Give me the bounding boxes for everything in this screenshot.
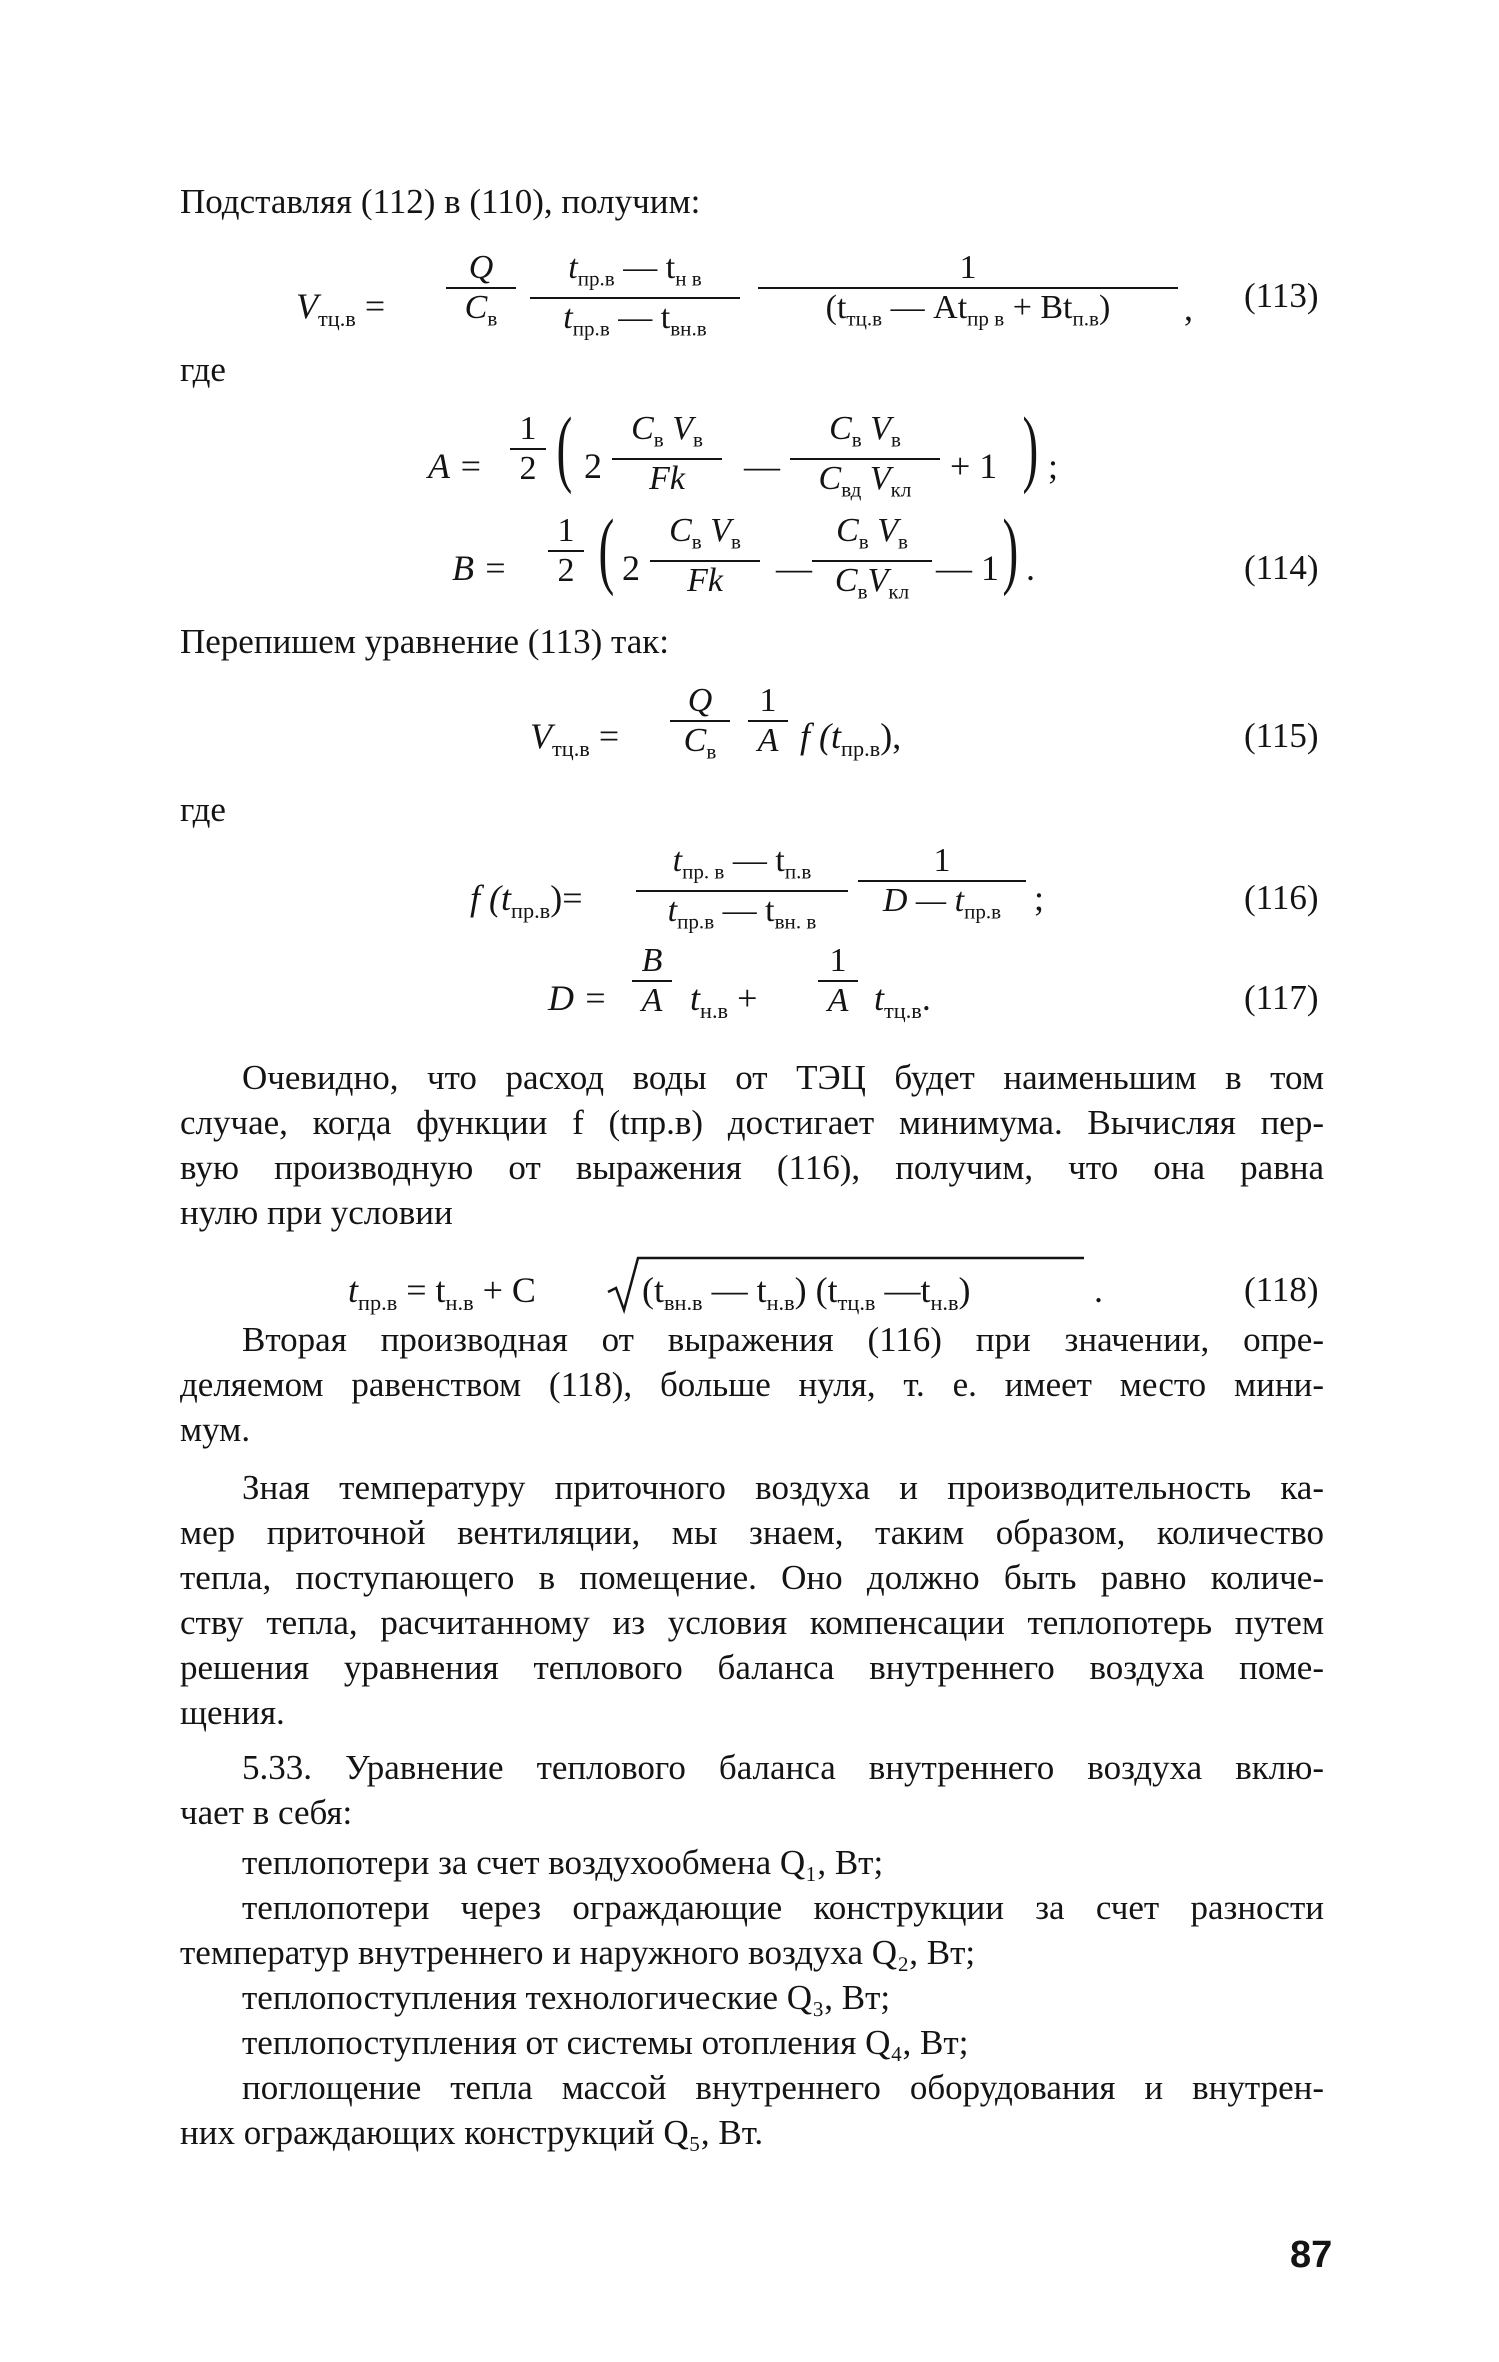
paragraph-line: щения. <box>180 1693 285 1732</box>
paragraph-line: Очевидно, что расход воды от ТЭЦ будет наименьшим в том <box>242 1058 1324 1097</box>
eq114-a-frac2: $C_в$ $V_в$ $C_{вд}$ $V_{кл}$ <box>790 410 940 509</box>
equation-number-118: (118) <box>1244 1270 1319 1309</box>
eq117-frac-one: 1 A <box>818 942 858 1020</box>
eq116-frac-d: 1 D — $t_{пр.в}$ <box>858 842 1026 930</box>
list-item-continuation: температур внутреннего и наружного воздуха Q₂, Вт; <box>180 1933 976 1972</box>
page-number: 87 <box>1290 2234 1333 2276</box>
eq114-a-frac1: $C_в$ $V_в$ Fk <box>612 410 722 498</box>
eq114-b-frac2: $C_в$ $V_в$ $C_вV_{кл}$ <box>812 512 932 611</box>
eq114-b-half: 1 2 <box>548 512 584 590</box>
list-item: поглощение тепла массой внутреннего оборудования и внутрен- <box>242 2068 1324 2107</box>
eq114-b-open-paren: ( <box>598 501 615 597</box>
eq116-lhs: f $(t_{пр.в})=$ <box>470 878 583 923</box>
eq116-semicolon: ; <box>1034 878 1045 918</box>
equation-number-117: (117) <box>1244 978 1319 1017</box>
eq117-frac-b: B A <box>632 942 672 1020</box>
equation-number-116: (116) <box>1244 878 1319 917</box>
eq116-frac-temps: $t_{пр. в}$ — $t_{п.в}$ $t_{пр.в}$ — $t_{вн. в}$ <box>636 842 848 941</box>
eq114-b-two: 2 <box>622 548 640 588</box>
equation-number-115: (115) <box>1244 716 1319 755</box>
paragraph-line: мер приточной вентиляции, мы знаем, таким образом, количество <box>180 1513 1324 1552</box>
paragraph-line: Вторая производная от выражения (116) при значении, опре- <box>242 1320 1324 1359</box>
eq114-b-minus-one: — 1 <box>936 548 999 588</box>
eq114-a-semicolon: ; <box>1048 446 1059 486</box>
eq114-a-close-paren: ) <box>1022 399 1039 495</box>
eq114-a-plus-one: + 1 <box>950 446 998 486</box>
eq113-fraction-main: 1 ($t_{тц.в}$ — $At_{пр в} + Bt_{п.в}$) <box>758 249 1178 337</box>
list-item: теплопоступления от системы отопления Q₄, Вт; <box>242 2023 969 2062</box>
paragraph-line: тепла, поступающего в помещение. Оно должно быть равно количе- <box>180 1558 1324 1597</box>
paragraph-line: решения уравнения теплового баланса внутреннего воздуха поме- <box>180 1648 1324 1687</box>
eq114-b-lhs: B = <box>452 548 508 588</box>
eq118-period: . <box>1094 1270 1103 1310</box>
rewrite-text: Перепишем уравнение (113) так: <box>180 622 670 661</box>
paragraph-line: чает в себя: <box>180 1793 353 1832</box>
paragraph-line: деляемом равенством (118), больше нуля, т. е. имеет место мини- <box>180 1365 1324 1404</box>
eq114-b-close-paren: ) <box>1002 501 1019 597</box>
paragraph-line: случае, когда функции f (tпр.в) достигает минимума. Вычисляя пер- <box>180 1103 1324 1142</box>
eq114-b-frac1: $C_в$ $V_в$ Fk <box>650 512 760 600</box>
eq114-a-half: 1 2 <box>510 410 546 488</box>
equation-number-114: (114) <box>1244 548 1319 587</box>
paragraph-line: Зная температуру приточного воздуха и производительность ка- <box>242 1468 1324 1507</box>
eq115-frac-a: 1 A <box>748 682 788 760</box>
eq114-a-two: 2 <box>584 446 602 486</box>
list-item: теплопотери за счет воздухообмена Q₁, Вт; <box>242 1843 884 1882</box>
eq114-a-open-paren: ( <box>556 399 573 495</box>
eq117-t2: $t_{тц.в}$. <box>874 978 931 1023</box>
eq115-frac-q: Q $C_в$ <box>670 682 730 770</box>
list-item: теплопотери через ограждающие конструкции за счет разности <box>242 1888 1324 1927</box>
where-label-2: где <box>180 790 226 829</box>
paragraph-line: мум. <box>180 1410 251 1449</box>
paragraph-line: 5.33. Уравнение теплового баланса внутреннего воздуха вклю- <box>242 1748 1324 1787</box>
where-label-1: где <box>180 350 226 389</box>
eq113-fraction-temps: $t_{пр.в}$ — $t_{н в}$ $t_{пр.в}$ — $t_{вн.в}$ <box>530 249 740 348</box>
eq114-a-lhs: A = <box>428 446 483 486</box>
eq113-comma: , <box>1184 288 1193 328</box>
paragraph-line: ству тепла, расчитанному из условия компенсации теплопотерь путем <box>180 1603 1324 1642</box>
eq115-function: f $(t_{пр.в})$, <box>800 716 902 761</box>
eq113-fraction-q-cv: Q $C_в$ <box>446 249 516 337</box>
paragraph-line: нулю при условии <box>180 1193 453 1232</box>
intro-text: Подставляя (112) в (110), получим: <box>180 182 701 221</box>
eq114-b-period: . <box>1026 548 1035 588</box>
list-item-continuation: них ограждающих конструкций Q₅, Вт. <box>180 2113 764 2152</box>
equation-number-113: (113) <box>1244 276 1319 315</box>
eq114-a-minus: — <box>744 446 780 486</box>
eq113-lhs: $V_{тц.в}$ = <box>296 286 386 331</box>
eq114-b-minus: — <box>776 548 812 588</box>
list-item: теплопоступления технологические Q₃, Вт; <box>242 1978 891 2017</box>
paragraph-line: вую производную от выражения (116), получим, что она равна <box>180 1148 1324 1187</box>
eq117-lhs: D = <box>548 978 608 1018</box>
eq118-lhs: $t_{пр.в} = t_{н.в} + C$ <box>348 1270 536 1315</box>
eq115-lhs: $V_{тц.в}$ = <box>530 716 620 761</box>
eq117-t1: $t_{н.в}$ + <box>690 978 758 1023</box>
eq118-radicand: ($t_{вн.в}$ — $t_{н.в}$) ($t_{тц.в}$ $—t_{н.в}$) <box>642 1270 971 1315</box>
